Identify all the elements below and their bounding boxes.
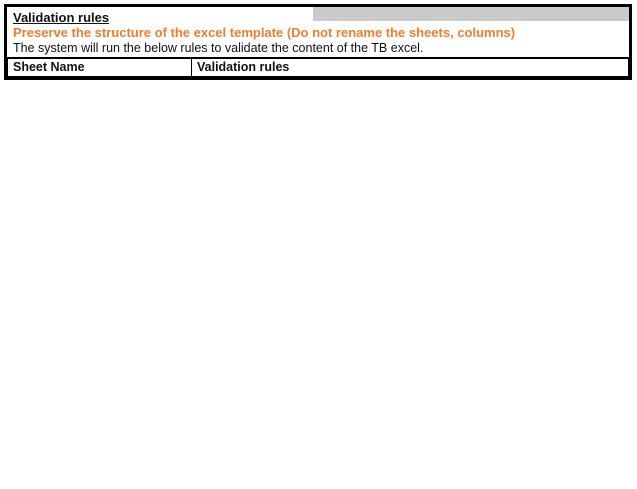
validation-rules-panel bbox=[4, 4, 632, 80]
system-description: The system will run the below rules to validate the content of the TB excel. bbox=[13, 41, 424, 55]
validation-rules-table bbox=[7, 57, 629, 77]
column-header-sheet-name: Sheet Name bbox=[8, 58, 192, 77]
preserve-structure-notice: Preserve the structure of the excel template (Do not rename the sheets, columns) bbox=[13, 25, 516, 40]
column-header-validation-rules: Validation rules bbox=[192, 58, 629, 77]
table-header-row bbox=[8, 58, 629, 77]
title-row bbox=[7, 7, 629, 24]
page-title: Validation rules bbox=[13, 10, 110, 25]
gray-shaded-cell bbox=[313, 7, 629, 21]
panel-header bbox=[7, 7, 629, 57]
